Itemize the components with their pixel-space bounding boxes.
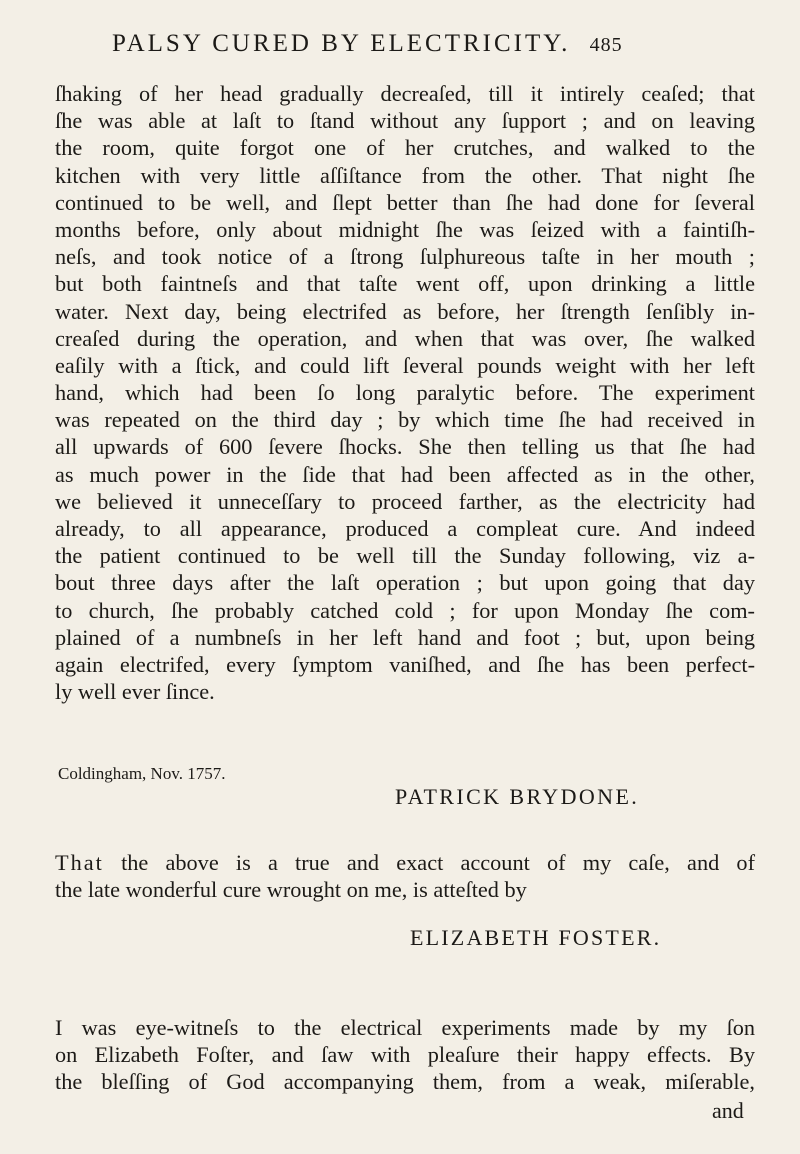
text-line: on Elizabeth Foſter, and ſaw with pleaſure their happy effects. By: [55, 1042, 755, 1068]
text-line: the patient continued to be well till the Sunday following, viz a-: [55, 543, 755, 569]
text-line: we believed it unneceſſary to proceed farther, as the electricity had: [55, 488, 755, 514]
text-line: ly well ever ſince.: [55, 679, 215, 705]
catchword: and: [712, 1098, 744, 1123]
signature-foster: ELIZABETH FOSTER.: [410, 925, 662, 950]
signature-brydone: PATRICK BRYDONE.: [395, 784, 640, 809]
main-paragraph: [55, 80, 755, 705]
text-line: to church, ſhe probably catched cold ; for upon Monday ſhe com-: [55, 597, 755, 623]
text-line: the bleſſing of God accompanying them, from a weak, miſerable,: [55, 1069, 755, 1095]
text-line: ſhaking of her head gradually decreaſed, till it intirely ceaſed; that: [55, 81, 755, 106]
text-line: bout three days after the laſt operation ; but upon going that day: [55, 570, 755, 596]
text-line: as much power in the ſide that had been affected as in the other,: [55, 461, 755, 487]
text-line: hand, which had been ſo long paralytic before. The experiment: [55, 380, 755, 406]
text-line: but both faintneſs and that taſte went off, upon drinking a little: [55, 271, 755, 297]
running-title: PALSY CURED BY ELECTRICITY.: [112, 30, 571, 57]
text-line: again electrifed, every ſymptom vaniſhed, and ſhe has been perfect-: [55, 651, 755, 677]
small-caps-first-word: That: [55, 850, 104, 875]
text-line: the late wonderful cure wrought on me, is atteſted by: [55, 877, 527, 903]
text-line: the room, quite forgot one of her crutches, and walked to the: [55, 135, 755, 161]
text-line: creaſed during the operation, and when that was over, ſhe walked: [55, 325, 755, 351]
text-line: continued to be well, and ſlept better than ſhe had done for ſeveral: [55, 189, 755, 215]
attestation-paragraph: [55, 850, 755, 904]
text-line: months before, only about midnight ſhe was ſeized with a faintiſh-: [55, 216, 755, 242]
text-line: plained of a numbneſs in her left hand and foot ; but, upon being: [55, 624, 755, 650]
text-line: all upwards of 600 ſevere ſhocks. She then telling us that ſhe had: [55, 434, 755, 460]
text-line: neſs, and took notice of a ſtrong ſulphureous taſte in her mouth ;: [55, 244, 755, 270]
page-number: 485: [589, 34, 623, 56]
text-line: water. Next day, being electrifed as before, her ſtrength ſenſibly in-: [55, 298, 755, 324]
text-line: was repeated on the third day ; by which time ſhe had received in: [55, 407, 755, 433]
text-line: [55, 850, 755, 877]
text-line: eaſily with a ſtick, and could lift ſeveral pounds weight with her left: [55, 352, 755, 378]
text-line: already, to all appearance, produced a compleat cure. And indeed: [55, 516, 755, 541]
text-line: ſhe was able at laſt to ſtand without any ſupport ; and on leaving: [55, 108, 755, 134]
running-head: [112, 30, 792, 58]
place-date: Coldingham, Nov. 1757.: [58, 764, 226, 783]
attestation-line-rest: the above is a true and exact account of my caſe, and of: [121, 850, 755, 875]
text-line: kitchen with very little aſſiſtance from the other. That night ſhe: [55, 162, 755, 188]
text-line: I was eye-witneſs to the electrical experiments made by my ſon: [55, 1015, 755, 1040]
closing-paragraph: [55, 1014, 755, 1096]
